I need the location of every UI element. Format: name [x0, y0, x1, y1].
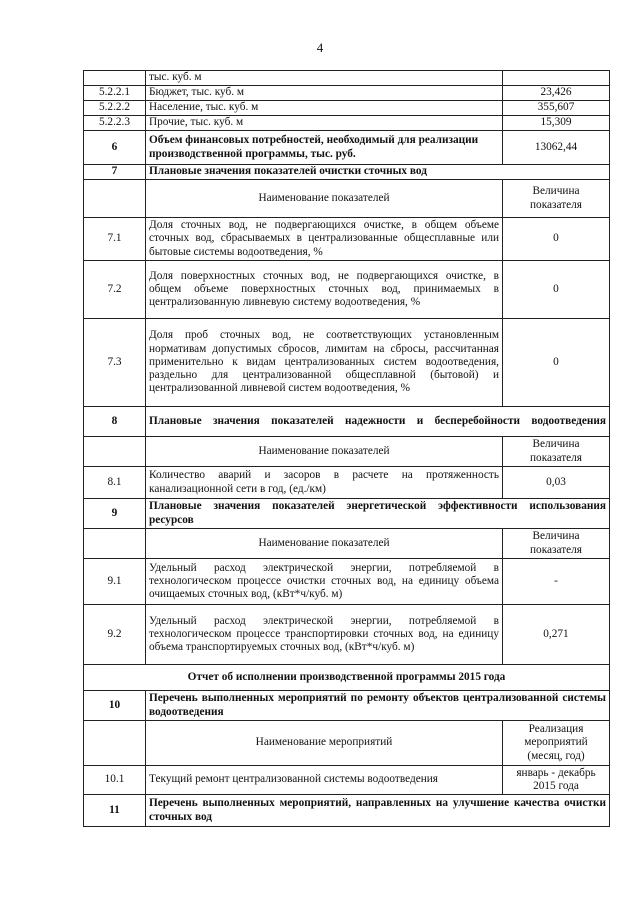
table-row	[84, 691, 610, 721]
row-number: 5.2.2.2	[84, 101, 146, 116]
table-row	[84, 101, 610, 116]
section-title: Перечень выполненных мероприятий по ремонту объектов централизованной системы водоотведения	[146, 691, 610, 721]
table-row	[84, 766, 610, 795]
row-value: 0,271	[503, 605, 610, 665]
table-header-row	[84, 437, 610, 467]
column-header-name: Наименование показателей	[146, 180, 503, 218]
row-number: 8.1	[84, 467, 146, 499]
row-value: 0,03	[503, 467, 610, 499]
row-number: 7.2	[84, 261, 146, 319]
table-row	[84, 261, 610, 319]
column-header-name: Наименование показателей	[146, 437, 503, 467]
table-row	[84, 165, 610, 180]
row-text: Удельный расход электрической энергии, потребляемой в технологическом процессе очистки сточных вод, на единицу объема очищаемых сточных вод, (кВт*ч/куб. м)	[146, 559, 503, 605]
table-row	[84, 665, 610, 691]
row-value: 0	[503, 319, 610, 407]
empty-cell	[84, 437, 146, 467]
row-number: 9.2	[84, 605, 146, 665]
row-number: 7.3	[84, 319, 146, 407]
table-row	[84, 71, 610, 86]
row-value: 23,426	[503, 86, 610, 101]
row-text: Доля проб сточных вод, не соответствующих установленным нормативам допустимых сбросов, лимитам на сбросы, рассчитанная применительно к видам централизованных систем водоотведения, раздельно для централизованной общесплавной (бытовой) и централизованной ливневой систем водоотведения, %	[146, 319, 503, 407]
section-number: 9	[84, 499, 146, 529]
table-header-row	[84, 529, 610, 559]
row-text: Доля поверхностных сточных вод, не подвергающихся очистке, в общем объеме поверхностных сточных вод, принимаемых в централизованную ливневую систему водоотведения, %	[146, 261, 503, 319]
table-row	[84, 467, 610, 499]
report-title: Отчет об исполнении производственной программы 2015 года	[84, 665, 610, 691]
row-value: 0	[503, 218, 610, 261]
row-number: 5.2.2.1	[84, 86, 146, 101]
section-title: Объем финансовых потребностей, необходимый для реализации производственной программы, тыс. руб.	[146, 131, 503, 165]
row-text: Доля сточных вод, не подвергающихся очистке, в общем объеме сточных вод, сбрасываемых в централизованные общесплавные или бытовые системы водоотведения, %	[146, 218, 503, 261]
section-title: Перечень выполненных мероприятий, направленных на улучшение качества очистки сточных вод	[146, 795, 610, 827]
table-row	[84, 131, 610, 165]
table-row	[84, 319, 610, 407]
section-number: 6	[84, 131, 146, 165]
column-header-value: Величина показателя	[503, 180, 610, 218]
table-header-row	[84, 180, 610, 218]
table-row	[84, 605, 610, 665]
row-value: -	[503, 559, 610, 605]
section-number: 11	[84, 795, 146, 827]
section-number: 7	[84, 165, 146, 180]
table-row	[84, 86, 610, 101]
page-number: 4	[316, 40, 324, 55]
table-row	[84, 116, 610, 131]
row-value: 0	[503, 261, 610, 319]
section-title: Плановые значения показателей энергетической эффективности использования ресурсов	[146, 499, 610, 529]
section-number: 8	[84, 407, 146, 437]
table-row	[84, 559, 610, 605]
row-value: январь - декабрь 2015 года	[503, 766, 610, 795]
row-text: Текущий ремонт централизованной системы водоотведения	[146, 766, 503, 795]
table-row	[84, 218, 610, 261]
empty-cell	[84, 180, 146, 218]
table-row	[84, 499, 610, 529]
table-header-row	[84, 721, 610, 766]
row-text: Бюджет, тыс. куб. м	[146, 86, 503, 101]
row-value	[503, 71, 610, 86]
row-text: Удельный расход электрической энергии, потребляемой в технологическом процессе транспортировки сточных вод, на единицу объема транспортируемых сточных вод, (кВт*ч/куб. м)	[146, 605, 503, 665]
column-header-name: Наименование мероприятий	[146, 721, 503, 766]
row-value: 355,607	[503, 101, 610, 116]
row-text: тыс. куб. м	[146, 71, 503, 86]
row-number	[84, 71, 146, 86]
row-text: Прочие, тыс. куб. м	[146, 116, 503, 131]
section-title: Плановые значения показателей надежности и бесперебойности водоотведения	[146, 407, 610, 437]
column-header-value: Величина показателя	[503, 437, 610, 467]
row-text: Количество аварий и засоров в расчете на протяженность канализационной сети в год, (ед./км)	[146, 467, 503, 499]
row-value: 15,309	[503, 116, 610, 131]
program-table	[83, 70, 610, 827]
empty-cell	[84, 721, 146, 766]
row-number: 7.1	[84, 218, 146, 261]
row-value: 13062,44	[503, 131, 610, 165]
row-number: 5.2.2.3	[84, 116, 146, 131]
column-header-value: Реализация мероприятий (месяц, год)	[503, 721, 610, 766]
row-number: 9.1	[84, 559, 146, 605]
table-row	[84, 407, 610, 437]
row-text: Население, тыс. куб. м	[146, 101, 503, 116]
row-number: 10.1	[84, 766, 146, 795]
column-header-name: Наименование показателей	[146, 529, 503, 559]
section-title: Плановые значения показателей очистки сточных вод	[146, 165, 610, 180]
table-row	[84, 795, 610, 827]
section-number: 10	[84, 691, 146, 721]
column-header-value: Величина показателя	[503, 529, 610, 559]
empty-cell	[84, 529, 146, 559]
